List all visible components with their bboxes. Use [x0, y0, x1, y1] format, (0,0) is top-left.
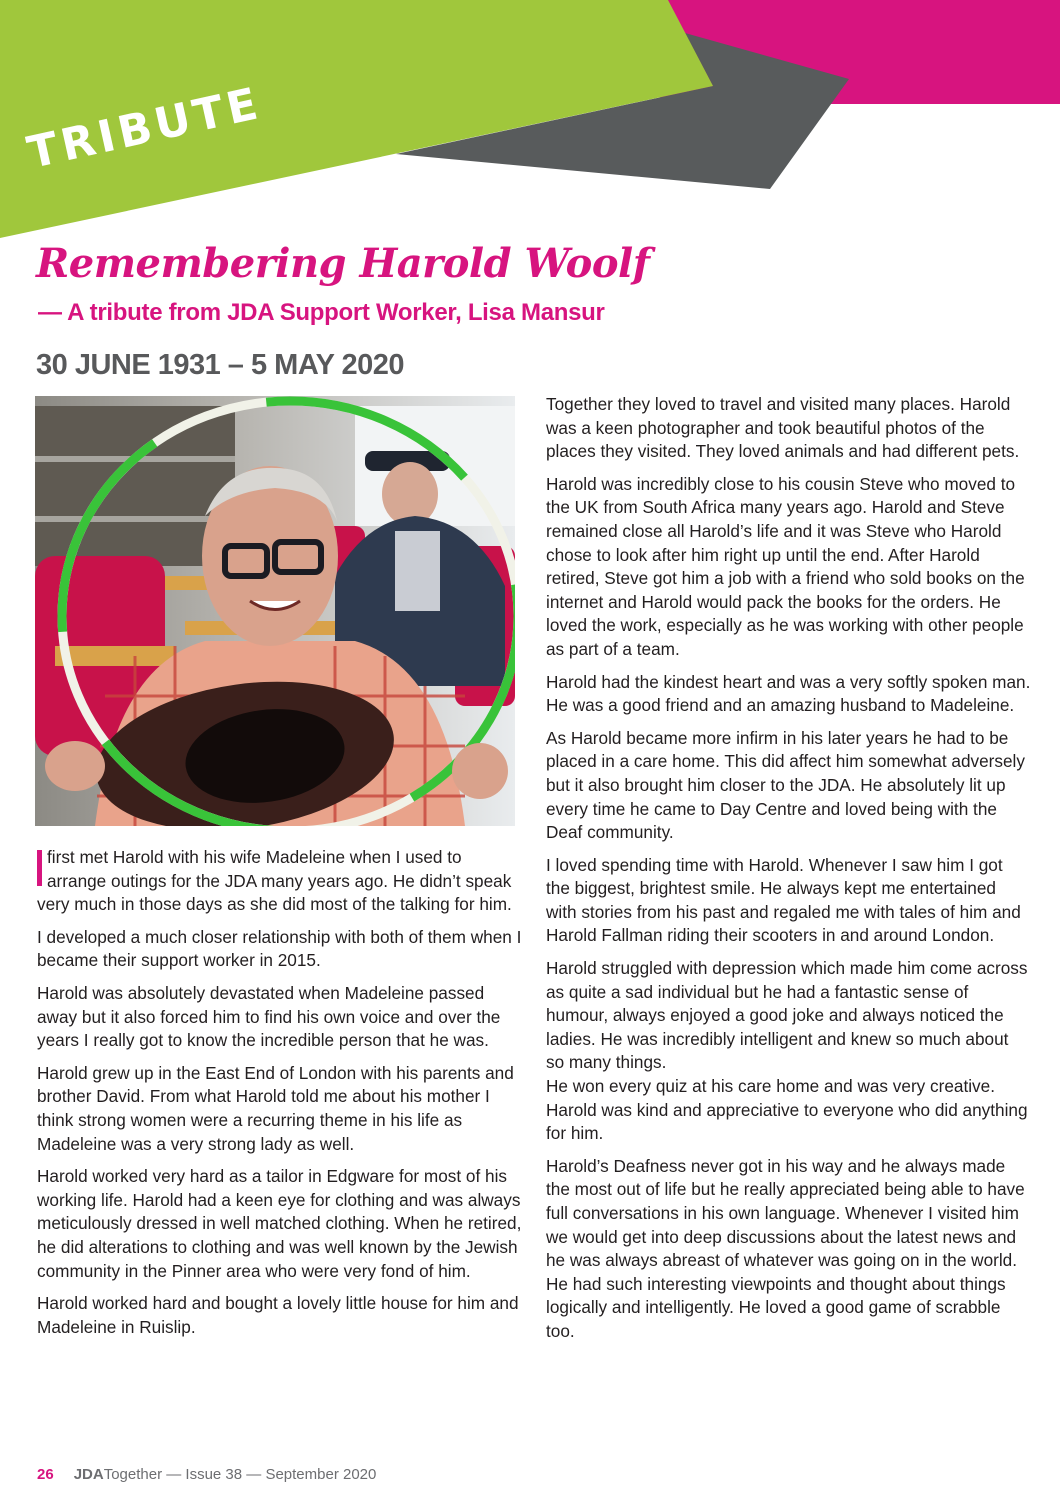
- section-tag: TRIBUTE: [22, 77, 266, 179]
- page-title: Remembering Harold Woolf: [36, 240, 650, 287]
- paragraph: Harold grew up in the East End of London with his parents and brother David. From what Harold told me about his mother I think strong women were a recurring theme in his life as Madeleine was a very strong lady as well.: [37, 1062, 514, 1154]
- paragraph: Harold had the kindest heart and was a very softly spoken man. He was a good friend and an amazing husband to Madeleine.: [546, 671, 1031, 716]
- paragraph: Harold was absolutely devastated when Madeleine passed away but it also forced him to find his own voice and over the years I really got to know the incredible person that he was.: [37, 982, 501, 1051]
- issue-info: Together — Issue 38 — September 2020: [103, 1466, 377, 1483]
- paragraph: Harold’s Deafness never got in his way and he always made the most out of life but he really appreciated being able to have full conversations in his own language. Whenever I visited him we would get into deep discussions about the latest news and he was always abreast of whatever was going on in the world. He had such interesting viewpoints and thought about things logically and intelligently. He loved a good game of scrabble too.: [546, 1155, 1025, 1341]
- photo-illustration: [35, 396, 515, 826]
- page-number: 26: [37, 1466, 54, 1483]
- paragraph: Harold worked very hard as a tailor in Edgware for most of his working life. Harold had a keen eye for clothing and was always meticulously dressed in well matched clothing. When he retired, he did alterations to clothing and was well known by the Jewish community in the Pinner area who were very fond of him.: [37, 1166, 522, 1281]
- publication-brand: JDA: [73, 1466, 104, 1483]
- paragraph-text: first met Harold with his wife Madeleine when I used to arrange outings for the JDA many years ago. He didn’t speak very much in those days as she did most of the talking for him.: [37, 847, 512, 915]
- paragraph: Together they loved to travel and visited many places. Harold was a keen photographer and took beautiful photos of the places they visited. They loved animals and had different pets.: [546, 394, 1020, 462]
- page-footer: [37, 1466, 376, 1483]
- paragraph: As Harold became more infirm in his later years he had to be placed in a care home. This did affect him somewhat adversely but it also brought him closer to the JDA. He absolutely lit up every time he came to Day Centre and loved being with the Deaf community.: [546, 727, 1025, 843]
- article-right-column: [546, 393, 1031, 1353]
- paragraph: I loved spending time with Harold. Whenever I saw him I got the biggest, brightest smile. He always kept me entertained with stories from his past and regaled me with tales of him and Harold Fallman riding their scooters in and around London.: [546, 854, 1021, 946]
- dropcap-i: [37, 850, 42, 886]
- page-subtitle: — A tribute from JDA Support Worker, Lisa Mansur: [38, 299, 605, 326]
- paragraph: He won every quiz at his care home and was very creative. Harold was kind and appreciative to everyone who did anything for him.: [546, 1076, 1028, 1144]
- life-dates: 30 JUNE 1931 – 5 MAY 2020: [36, 349, 404, 381]
- harold-photo: [35, 396, 515, 826]
- paragraph: Harold was incredibly close to his cousin Steve who moved to the UK from South Africa many years ago. Harold and Steve remained close all Harold’s life and it was Steve who Harold chose to look after him right up until the end. After Harold retired, Steve got him a job with a friend who sold books on the internet and Harold would pack the books for the orders. He loved the work, especially as he was working with other people as part of a team.: [546, 473, 1025, 659]
- paragraph: [37, 846, 522, 917]
- paragraph: I developed a much closer relationship with both of them when I became their support worker in 2015.: [37, 926, 522, 971]
- paragraph: Harold struggled with depression which made him come across as quite a sad individual but he had a fantastic sense of humour, always enjoyed a good joke and always noticed the ladies. He was incredibly intelligent and knew so much about so many things.: [546, 958, 1028, 1073]
- article-left-column: [37, 846, 522, 1348]
- paragraph: Harold worked hard and bought a lovely little house for him and Madeleine in Ruislip.: [37, 1293, 519, 1337]
